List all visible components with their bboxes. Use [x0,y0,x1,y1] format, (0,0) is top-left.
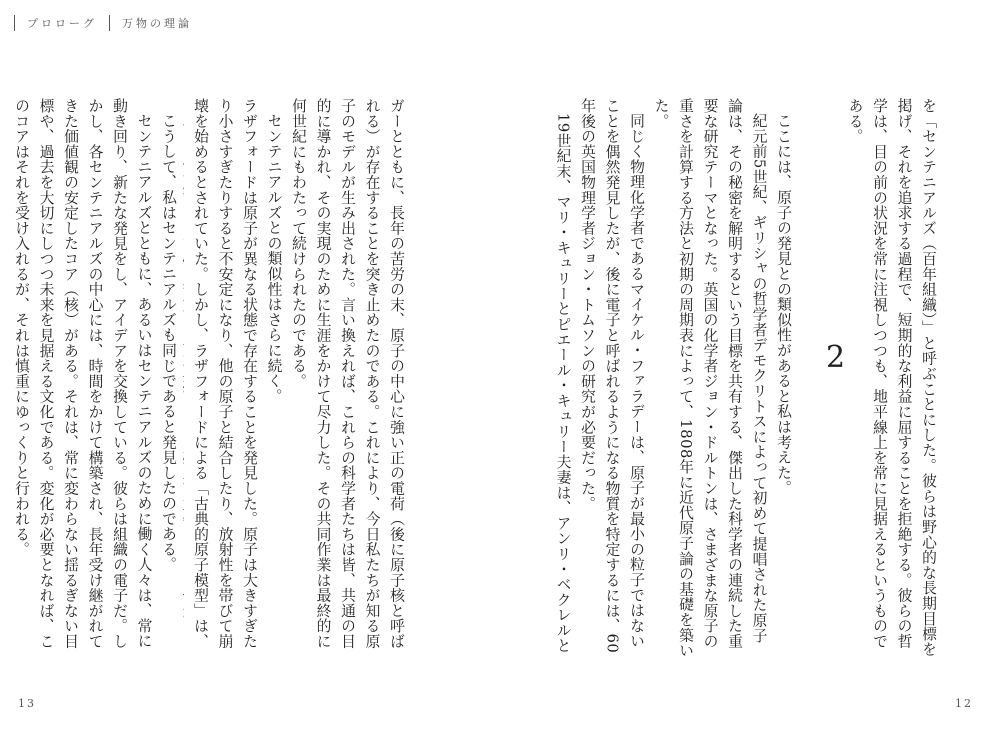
header-chapter: プロローグ [27,17,97,30]
right-page-continuation [840,98,940,658]
paragraph: センテニアルズとともに、あるいはセンテニアルズのために働く人々は、常に動き回り、新たな発見をし、アイデアを交換している。彼らは組織の電子だ。しかし、各センテニアルズの中心には、時間をかけて構築され、長年受け継がれてきた価値観の安定したコア（核）がある。それは、常に変わらない揺るぎない目標や、過去を大切にしつつ未来を見据える文化である。変化が必要となれば、このコアはそれを受け入れるが、それは慎重にゆっくりと行われる。 [13,98,153,649]
header-title: 万物の理論 [122,17,192,30]
page-number-right: 12 [955,697,973,710]
running-header [14,13,192,33]
page-number-left: 13 [18,697,36,710]
paragraph: ここには、原子の発見との類似性があると私は考えた。 [775,112,792,496]
right-page-body [555,98,795,658]
header-divider [14,15,15,31]
paragraph: こうして、私はセンテニアルズも同じであると発見したのである。 [160,112,177,572]
paragraph: 19世紀末、マリ・キュリーとピエール・キュリー夫妻は、アンリ・ベクレルと [555,112,572,653]
left-page-body-upper [183,98,408,658]
left-page-body-lower [0,98,180,658]
paragraph: ラザフォードは原子が異なる状態で存在することを発見した。原子は大きすぎたり小さすぎたりすると不安定になり、他の原子と結合したり、放射性を帯びて崩壊を始めるとされていた。しかし、ラザフォードによる「古典的原子模型」は、 [192,98,258,649]
paragraph: ガーとともに、長年の苦労の末、原子の中心に強い正の電荷（後に原子核と呼ばれる）が存在することを突き止めたのである。これにより、今日私たちが知る原子のモデルが生み出された。言い換えれば、これらの科学者たちは皆、共通の目的に導かれ、その実現のために生涯をかけて尽力した。その共同作業は最終的に何世紀にもわたって続けられたのである。 [290,98,405,649]
section-number: 2 [826,340,846,375]
paragraph: センテニアルズとの類似性はさらに続く。 [265,112,283,404]
paragraph: 紀元前5世紀、ギリシャの哲学者デモクリトスによって初めて提唱された原子論は、その秘密を解明するという目標を共有する、傑出した科学者の連続した重要な研究テーマとなった。英国の化学者ジョン・ドルトンは、さまざまな原子の重さを計算する方法と初期の周期表によって、1808年に近代原子論の基礎を築いた。 [652,98,768,658]
paragraph: を「センテニアルズ（百年組織）」と呼ぶことにした。彼らは野心的な長期目標を掲げ、それを追求する過程で、短期的な利益に屈することを拒絶する。彼らの哲学は、目の前の状況を常に注視しつつも、地平線上を常に見据えるというものである。 [846,98,937,657]
header-divider [109,15,110,31]
paragraph: 同じく物理化学者であるマイケル・ファラデーは、原子が最小の粒子ではないことを偶然発見したが、後に電子と呼ばれるようになる物質を特定するには、60年後の英国物理学者ジョン・トムソンの研究が必要だった。 [579,98,645,654]
